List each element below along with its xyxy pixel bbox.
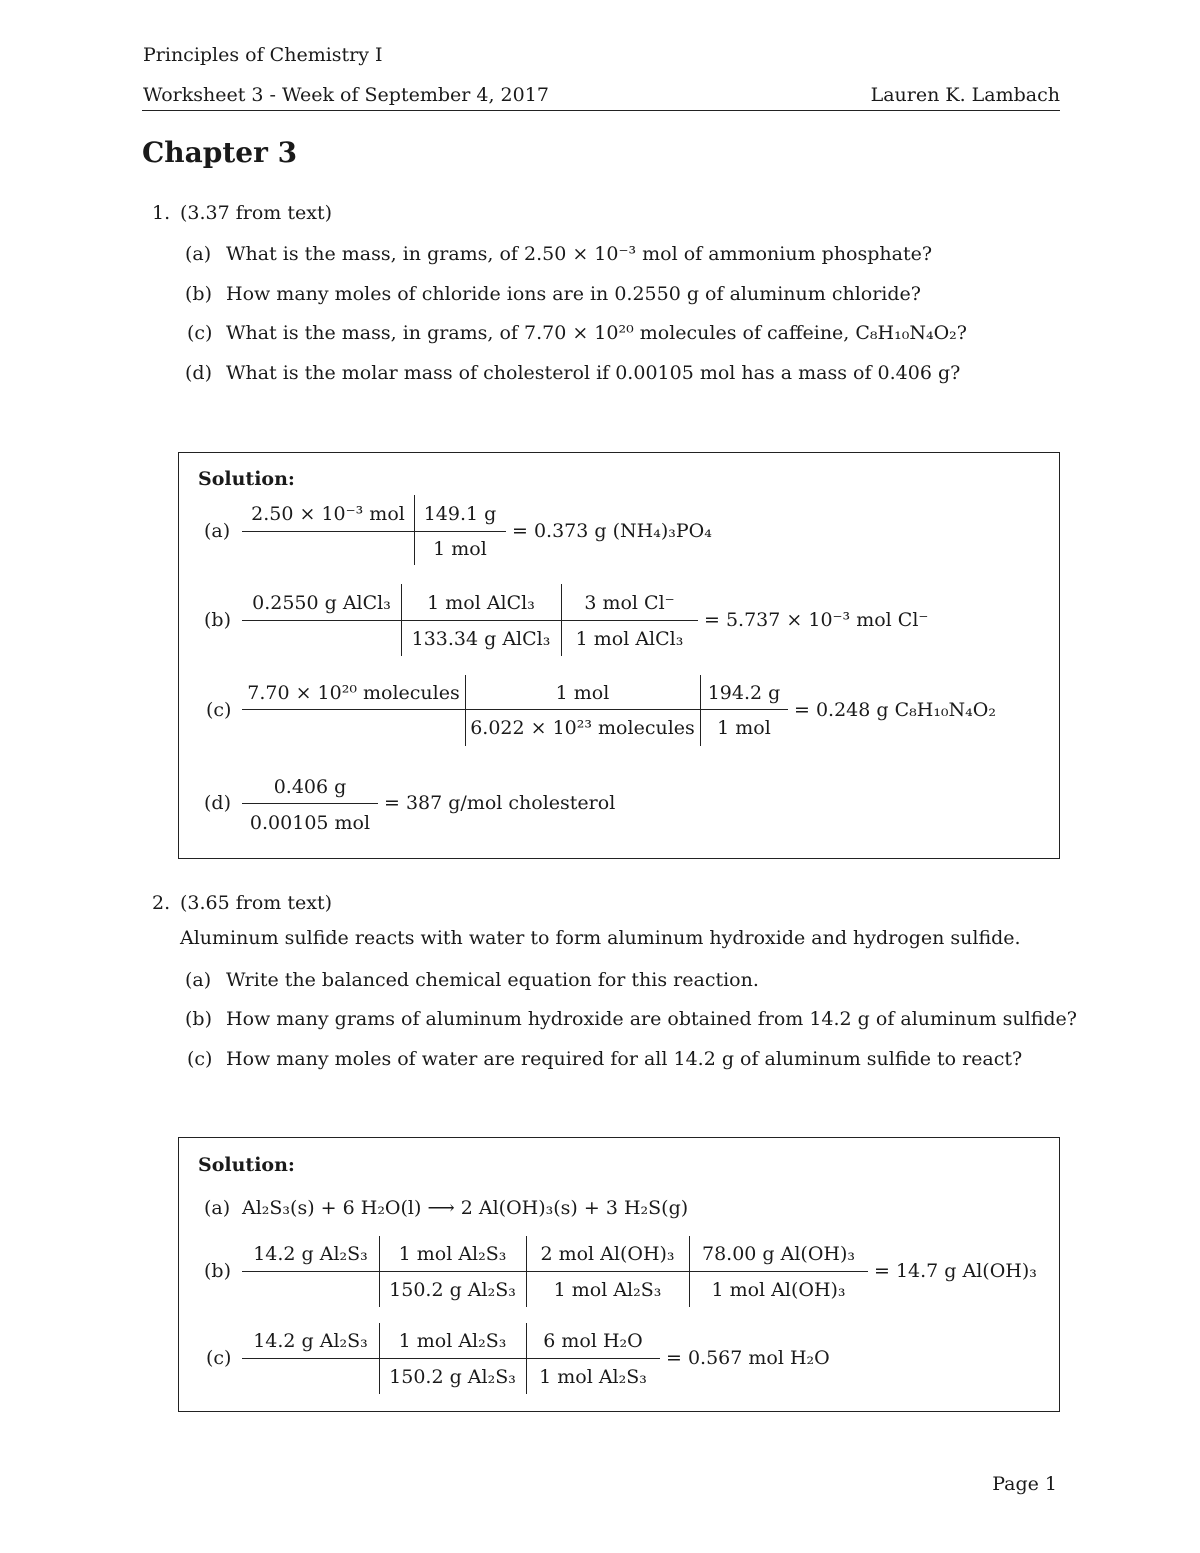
sol1a-label: (a): [204, 520, 231, 542]
sol1b-n3: 3 mol Cl⁻: [584, 592, 675, 614]
page-number: Page 1: [992, 1473, 1057, 1495]
header-rule: [142, 110, 1060, 111]
sol1b-d3: 1 mol AlCl₃: [575, 628, 684, 650]
sol1b-result: = 5.737 × 10⁻³ mol Cl⁻: [704, 609, 929, 631]
sol2c-n2: 1 mol Al₂S₃: [398, 1330, 507, 1352]
q2c-text: How many moles of water are required for all 14.2 g of aluminum sulfide to react?: [226, 1048, 1023, 1070]
sol1a-d2: 1 mol: [433, 538, 487, 560]
sol2b-d4: 1 mol Al(OH)₃: [711, 1279, 846, 1301]
sol2c-n1: 14.2 g Al₂S₃: [253, 1330, 368, 1352]
sol1c-result: = 0.248 g C₈H₁₀N₄O₂: [794, 699, 996, 721]
sol2b-fraction-bar: [242, 1271, 868, 1272]
q1d-text: What is the molar mass of cholesterol if 0.00105 mol has a mass of 0.406 g?: [226, 362, 961, 384]
q2b-label: (b): [185, 1008, 212, 1030]
sol2b-d3: 1 mol Al₂S₃: [553, 1279, 662, 1301]
q1-source: (3.37 from text): [180, 202, 333, 224]
course-title: Principles of Chemistry I: [143, 44, 383, 66]
sol1c-d2: 6.022 × 10²³ molecules: [470, 717, 695, 739]
sol1d-num: 0.406 g: [273, 776, 347, 798]
q1c-text: What is the mass, in grams, of 7.70 × 10²⁰ molecules of caffeine, C₈H₁₀N₄O₂?: [226, 322, 967, 344]
sol1b-d2: 133.34 g AlCl₃: [411, 628, 551, 650]
sol1c-label: (c): [206, 699, 232, 721]
sol1a-fraction-bar: [242, 531, 506, 532]
sol1c-n2: 1 mol: [555, 682, 610, 704]
q2a-text: Write the balanced chemical equation for this reaction.: [226, 969, 759, 991]
sol1b-label: (b): [204, 609, 231, 631]
q1c-label: (c): [187, 322, 213, 344]
q2-number: 2.: [152, 892, 171, 914]
sol2b-n3: 2 mol Al(OH)₃: [540, 1243, 675, 1265]
sol1a-n2: 149.1 g: [423, 503, 497, 525]
worksheet-title: Worksheet 3 - Week of September 4, 2017: [143, 84, 549, 106]
sol1c-d3: 1 mol: [717, 717, 771, 739]
q2c-label: (c): [187, 1048, 213, 1070]
sol1c-n1: 7.70 × 10²⁰ molecules: [247, 682, 460, 704]
sol1b-fraction-bar: [242, 620, 698, 621]
sol1c-fraction-bar: [242, 709, 788, 710]
sol2c-label: (c): [206, 1347, 232, 1369]
sol2b-n2: 1 mol Al₂S₃: [398, 1243, 507, 1265]
solution-1-label: Solution:: [198, 468, 295, 490]
q2b-text: How many grams of aluminum hydroxide are obtained from 14.2 g of aluminum sulfide?: [226, 1008, 1077, 1030]
q1b-text: How many moles of chloride ions are in 0.2550 g of aluminum chloride?: [226, 283, 921, 305]
chapter-title: Chapter 3: [142, 136, 298, 169]
sol1d-fraction-bar: [242, 803, 378, 804]
q1a-text: What is the mass, in grams, of 2.50 × 10⁻³ mol of ammonium phosphate?: [226, 243, 933, 265]
sol2b-result: = 14.7 g Al(OH)₃: [874, 1260, 1037, 1282]
sol2b-d2: 150.2 g Al₂S₃: [389, 1279, 516, 1301]
sol2b-label: (b): [204, 1260, 231, 1282]
sol2c-n3: 6 mol H₂O: [543, 1330, 643, 1352]
sol2a-equation: Al₂S₃(s) + 6 H₂O(l) ⟶ 2 Al(OH)₃(s) + 3 H₂S(g): [242, 1197, 689, 1219]
sol1d-den: 0.00105 mol: [249, 812, 371, 834]
sol2b-n1: 14.2 g Al₂S₃: [253, 1243, 368, 1265]
q2-intro: Aluminum sulfide reacts with water to form aluminum hydroxide and hydrogen sulfide.: [180, 927, 1021, 949]
sol1a-n1: 2.50 × 10⁻³ mol: [251, 503, 405, 525]
sol1d-label: (d): [204, 792, 231, 814]
sol2c-d3: 1 mol Al₂S₃: [539, 1366, 647, 1388]
sol1b-n1: 0.2550 g AlCl₃: [252, 592, 391, 614]
sol1d-result: = 387 g/mol cholesterol: [384, 792, 616, 814]
q2-source: (3.65 from text): [180, 892, 333, 914]
q2a-label: (a): [185, 969, 212, 991]
sol2c-d2: 150.2 g Al₂S₃: [389, 1366, 516, 1388]
sol1b-n2: 1 mol AlCl₃: [427, 592, 535, 614]
sol2a-label: (a): [204, 1197, 231, 1219]
q1a-label: (a): [185, 243, 212, 265]
q1d-label: (d): [185, 362, 212, 384]
q1b-label: (b): [185, 283, 212, 305]
sol2c-fraction-bar: [242, 1358, 660, 1359]
sol2c-result: = 0.567 mol H₂O: [666, 1347, 830, 1369]
solution-2-label: Solution:: [198, 1154, 295, 1176]
sol2b-n4: 78.00 g Al(OH)₃: [701, 1243, 856, 1265]
author-name: Lauren K. Lambach: [870, 84, 1060, 106]
sol1a-result: = 0.373 g (NH₄)₃PO₄: [512, 520, 712, 542]
q1-number: 1.: [152, 202, 171, 224]
sol1c-n3: 194.2 g: [707, 682, 781, 704]
